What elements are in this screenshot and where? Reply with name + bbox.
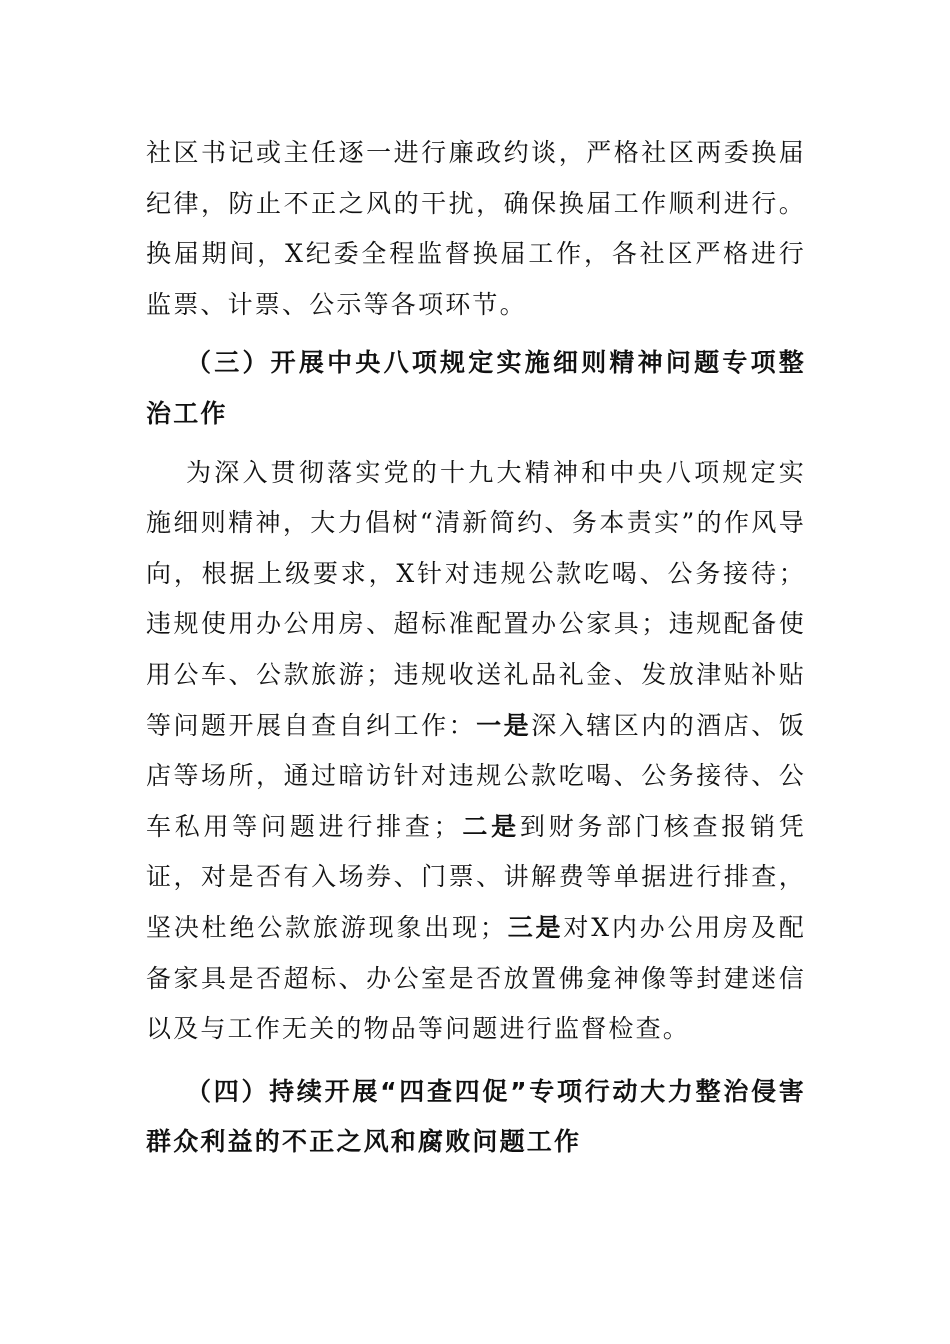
item-1-text: 深入辖区内的酒店、饭店等场所，通过暗访针对违规公款吃喝、公务接待、公车私用等问题进行排查； (146, 710, 806, 841)
item-3-label: 三是 (507, 912, 564, 942)
item-2-text: 到财务部门核查报销凭证，对是否有入场券、门票、讲解费等单据进行排查，坚决杜绝公款旅游现象出现； (146, 811, 806, 942)
item-2-label: 二是 (460, 811, 520, 841)
paragraph-community-election: 社区书记或主任逐一进行廉政约谈，严格社区两委换届纪律，防止不正之风的干扰，确保换届工作顺利进行。换届期间，X纪委全程监督换届工作，各社区严格进行监票、计票、公示等各项环节。 (146, 138, 806, 319)
section-heading-3: （三）开展中央八项规定实施细则精神问题专项整治工作 (146, 348, 806, 428)
section-heading-4: （四）持续开展“四查四促”专项行动大力整治侵害群众利益的不正之风和腐败问题工作 (146, 1076, 806, 1157)
paragraph-eight-regulations (146, 448, 806, 1055)
item-3-text: 对X内办公用房及配备家具是否超标、办公室是否放置佛龛神像等封建迷信以及与工作无关的物品等问题进行监督检查。 (146, 912, 806, 1044)
document-body (146, 128, 806, 1168)
item-1-label: 一是 (476, 710, 532, 740)
paragraph-intro: 为深入贯彻落实党的十九大精神和中央八项规定实施细则精神，大力倡树“清新简约、务本责实”的作风导向，根据上级要求，X针对违规公款吃喝、公务接待；违规使用办公用房、超标准配置办公家具；违规配备使用公车、公款旅游；违规收送礼品礼金、发放津贴补贴等问题开展自查自纠工作： (146, 457, 806, 740)
